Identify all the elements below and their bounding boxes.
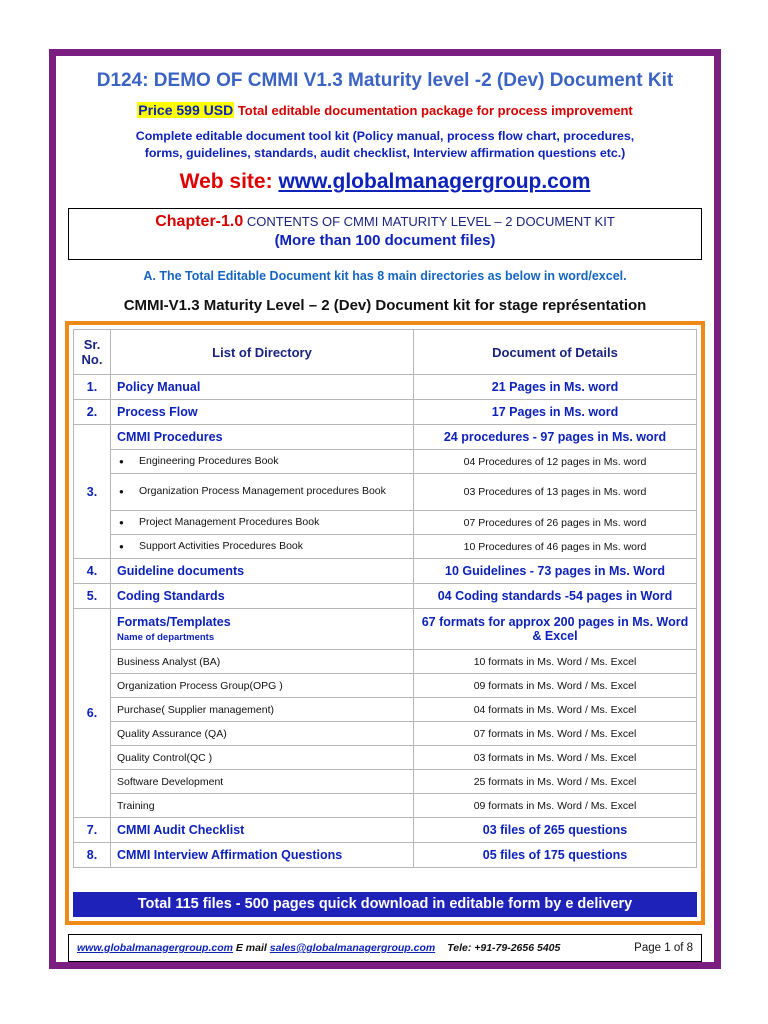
row-directory: Formats/Templates	[117, 615, 231, 629]
subrow-directory: Organization Process Group(OPG )	[111, 674, 414, 698]
subrow-directory: Engineering Procedures Book	[139, 454, 279, 467]
header-directory: List of Directory	[111, 330, 414, 375]
row-directory: Coding Standards	[111, 584, 414, 609]
bullet-icon: ●	[119, 487, 124, 496]
table-subrow	[74, 450, 697, 474]
row-directory: CMMI Interview Affirmation Questions	[111, 843, 414, 868]
subrow-details: 09 formats in Ms. Word / Ms. Excel	[414, 674, 697, 698]
row-number: 7.	[74, 818, 111, 843]
subrow-details: 25 formats in Ms. Word / Ms. Excel	[414, 770, 697, 794]
table-subrow	[74, 674, 697, 698]
directory-table-frame	[65, 321, 705, 925]
row-number: 4.	[74, 559, 111, 584]
table-row	[74, 818, 697, 843]
table-row	[74, 609, 697, 650]
price-badge: Price 599 USD	[138, 102, 234, 118]
row-number: 8.	[74, 843, 111, 868]
row-number: 5.	[74, 584, 111, 609]
chapter-subtitle: (More than 100 document files)	[274, 232, 496, 249]
table-row	[74, 843, 697, 868]
table-subrow	[74, 722, 697, 746]
table-subrow	[74, 535, 697, 559]
footer-telephone: Tele: +91-79-2656 5405	[447, 942, 561, 954]
row-directory: Process Flow	[111, 400, 414, 425]
subrow-directory: Purchase( Supplier management)	[111, 698, 414, 722]
table-row	[74, 375, 697, 400]
row-directory: CMMI Procedures	[111, 425, 414, 450]
document-title: D124: DEMO OF CMMI V1.3 Maturity level -2 (Dev) Document Kit	[96, 70, 674, 91]
bullet-icon: ●	[119, 517, 124, 527]
table-subrow	[74, 698, 697, 722]
table-header-row	[74, 330, 697, 375]
subrow-directory: Training	[111, 794, 414, 818]
kit-description	[66, 128, 704, 162]
subrow-directory: Business Analyst (BA)	[111, 650, 414, 674]
subrow-details: 07 formats in Ms. Word / Ms. Excel	[414, 722, 697, 746]
chapter-title: CONTENTS OF CMMI MATURITY LEVEL – 2 DOCUMENT KIT	[246, 214, 615, 229]
row-details: 24 procedures - 97 pages in Ms. word	[414, 425, 697, 450]
row-directory: Policy Manual	[111, 375, 414, 400]
price-line	[56, 102, 714, 118]
row-details: 17 Pages in Ms. word	[414, 400, 697, 425]
table-row	[74, 559, 697, 584]
price-description: Total editable documentation package for process improvement	[237, 103, 633, 118]
directory-table	[73, 329, 697, 868]
table-subrow	[74, 511, 697, 535]
row-details: 03 files of 265 questions	[414, 818, 697, 843]
subrow-directory: Software Development	[111, 770, 414, 794]
table-subrow	[74, 474, 697, 511]
row-details: 04 Coding standards -54 pages in Word	[414, 584, 697, 609]
chapter-number: Chapter-1.0	[155, 213, 244, 230]
row-directory: Guideline documents	[111, 559, 414, 584]
page-number: Page 1 of 8	[634, 942, 693, 954]
website-line	[56, 170, 714, 194]
website-label: Web site:	[179, 170, 273, 193]
subrow-details: 10 formats in Ms. Word / Ms. Excel	[414, 650, 697, 674]
table-row	[74, 584, 697, 609]
header-sr-no: Sr. No.	[74, 330, 111, 375]
bullet-icon: ●	[119, 541, 124, 551]
row-number: 3.	[74, 425, 111, 559]
table-subrow	[74, 746, 697, 770]
subrow-directory: Organization Process Management procedures Book	[139, 485, 386, 497]
departments-note: Name of departments	[117, 632, 215, 643]
row-details: 10 Guidelines - 73 pages in Ms. Word	[414, 559, 697, 584]
bullet-icon: ●	[119, 456, 124, 466]
subrow-details: 09 formats in Ms. Word / Ms. Excel	[414, 794, 697, 818]
subrow-details: 04 Procedures of 12 pages in Ms. word	[414, 450, 697, 474]
footer-email-label: E mail	[235, 942, 267, 954]
row-number: 1.	[74, 375, 111, 400]
subrow-directory: Quality Control(QC )	[111, 746, 414, 770]
row-number: 6.	[74, 609, 111, 818]
row-details: 05 files of 175 questions	[414, 843, 697, 868]
subrow-details: 03 formats in Ms. Word / Ms. Excel	[414, 746, 697, 770]
subrow-directory: Project Management Procedures Book	[139, 515, 320, 528]
table-subrow	[74, 770, 697, 794]
subrow-details: 07 Procedures of 26 pages in Ms. word	[414, 511, 697, 535]
subrow-directory: Quality Assurance (QA)	[111, 722, 414, 746]
footer-site-link[interactable]: www.globalmanagergroup.com	[77, 942, 233, 954]
row-number: 2.	[74, 400, 111, 425]
total-banner: Total 115 files - 500 pages quick download in editable form by e delivery	[73, 892, 697, 917]
kit-description-line-1: Complete editable document tool kit (Policy manual, process flow chart, procedures,	[135, 129, 635, 143]
row-details: 21 Pages in Ms. word	[414, 375, 697, 400]
subrow-details: 04 formats in Ms. Word / Ms. Excel	[414, 698, 697, 722]
chapter-box	[68, 208, 702, 260]
subrow-details: 03 Procedures of 13 pages in Ms. word	[414, 474, 697, 511]
table-row	[74, 425, 697, 450]
subrow-details: 10 Procedures of 46 pages in Ms. word	[414, 535, 697, 559]
intro-line-b: CMMI-V1.3 Maturity Level – 2 (Dev) Document kit for stage représentation	[123, 297, 647, 314]
header-details: Document of Details	[414, 330, 697, 375]
table-subrow	[74, 650, 697, 674]
table-row	[74, 400, 697, 425]
intro-line-a: A. The Total Editable Document kit has 8 main directories as below in word/excel.	[143, 269, 627, 283]
page-footer	[68, 934, 702, 962]
row-details: 67 formats for approx 200 pages in Ms. Word & Excel	[414, 609, 697, 650]
website-link[interactable]: www.globalmanagergroup.com	[278, 170, 591, 193]
kit-description-line-2: forms, guidelines, standards, audit checklist, Interview affirmation questions etc.)	[144, 146, 626, 160]
table-subrow	[74, 794, 697, 818]
row-directory: CMMI Audit Checklist	[111, 818, 414, 843]
footer-email-link[interactable]: sales@globalmanagergroup.com	[269, 942, 436, 954]
document-page	[49, 49, 721, 969]
subrow-directory: Support Activities Procedures Book	[139, 539, 304, 552]
